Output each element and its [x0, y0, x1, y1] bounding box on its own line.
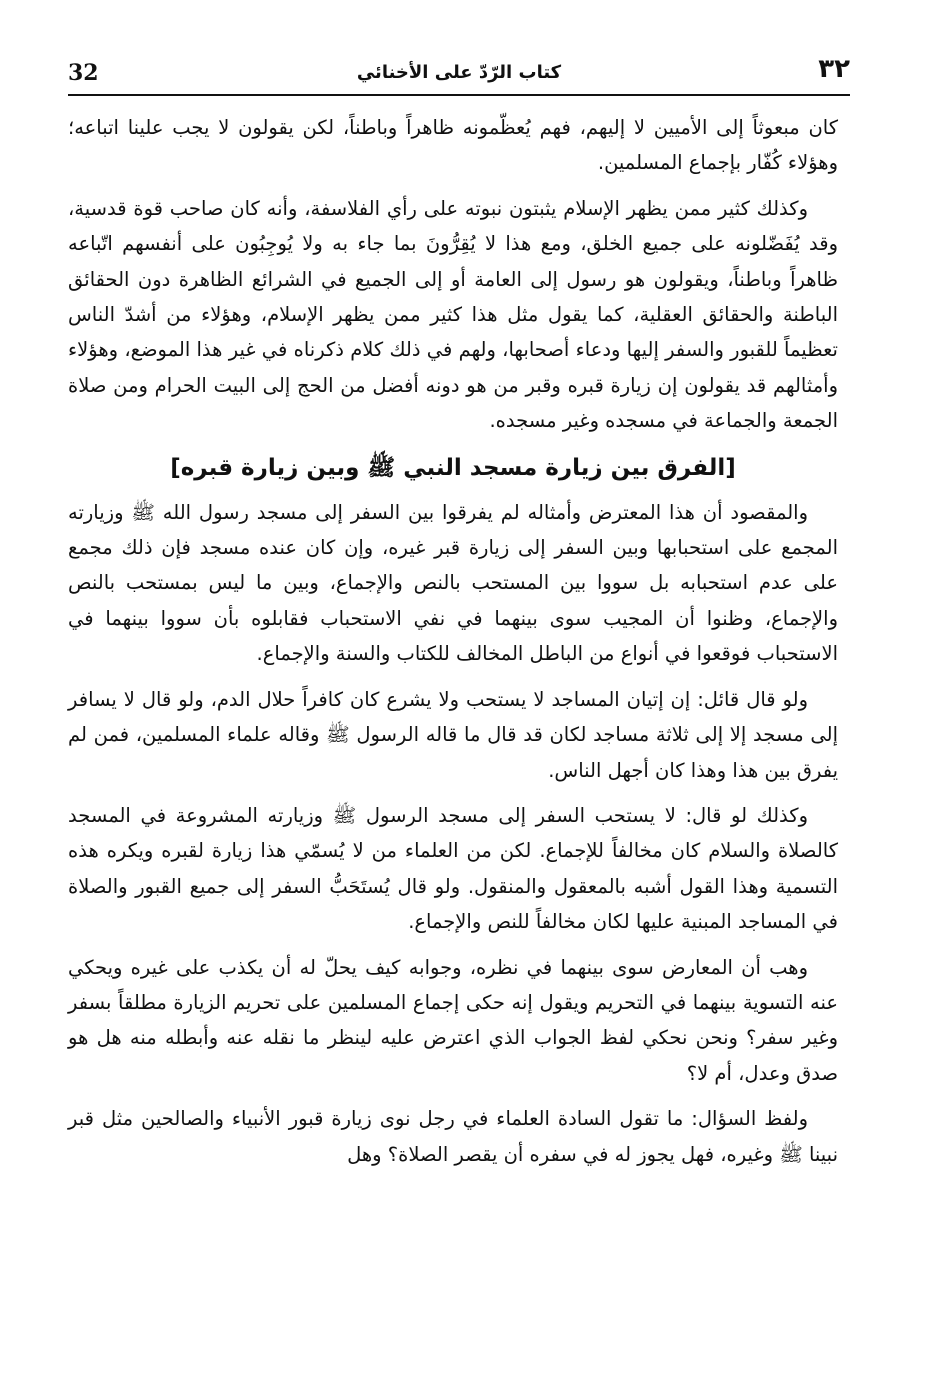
page-header: [68, 50, 850, 96]
page-body: [68, 110, 838, 1182]
header-divider: [68, 94, 850, 96]
paragraph-6: وهب أن المعارض سوى بينهما في نظره، وجوابه كيف يحلّ له أن يكذب على غيره ويحكي عنه التسوية بينهما في التحريم ويقول إنه حكى إجماع المسلمين على تحريم الزيارة مطلقاً بسفر وغير سفر؟ ونحن نحكي لفظ الجواب الذي اعترض عليه لينظر ما نقله عنه وأبطله منه هل هو صدق وعدل، أم لا؟: [68, 955, 838, 1085]
paragraph-2: وكذلك كثير ممن يظهر الإسلام يثبتون نبوته على رأي الفلاسفة، وأنه كان صاحب قوة قدسية، وقد يُفَضّلونه على جميع الخلق، ومع هذا لا يُقِرُّونَ بما جاء به ولا يُوجِبُون على أنفسهم اتّباعه ظاهراً وباطناً، ويقولون هو رسول إلى العامة أو إلى الجميع في الشرائع الظاهرة دون الحقائق الباطنة والحقائق العقلية، كما يقول مثل هذا كثير ممن يظهر الإسلام، وهؤلاء من أشدّ الناس تعظيماً للقبور والسفر إليها ودعاء أصحابها، ولهم في ذلك كلام ذكرناه في غير هذا الموضع، وهؤلاء وأمثالهم قد يقولون إن زيارة قبره وقبر من هو دونه أفضل من الحج إلى البيت الحرام ومن صلاة الجمعة والجماعة في مسجده وغير مسجده.: [68, 196, 838, 433]
running-title: كتاب الرّدّ على الأخنائي: [356, 62, 562, 83]
paragraph-7: ولفظ السؤال: ما تقول السادة العلماء في رجل نوى زيارة قبور الأنبياء والصالحين مثل قبر نبينا ﷺ وغيره، فهل يجوز له في سفره أن يقصر الصلاة؟ وهل: [68, 1107, 838, 1166]
paragraph-1: كان مبعوثاً إلى الأميين لا إليهم، فهم يُعظّمونه ظاهراً وباطناً، لكن يقولون لا يجب علينا اتباعه؛ وهؤلاء كُفّار بإجماع المسلمين.: [68, 116, 838, 175]
page-number-latin: 32: [68, 60, 99, 86]
paragraph-4: ولو قال قائل: إن إتيان المساجد لا يستحب ولا يشرع كان كافراً حلال الدم، ولو قال لا يسافر إلى مسجد إلا إلى ثلاثة مساجد لكان قد قال ما قاله الرسول ﷺ وقاله علماء المسلمين، فمن لم يفرق بين هذا وهذا كان أجهل الناس.: [68, 687, 838, 782]
page-number-arabic: ٣٢: [818, 54, 850, 84]
paragraph-5: وكذلك لو قال: لا يستحب السفر إلى مسجد الرسول ﷺ وزيارته المشروعة في المسجد كالصلاة والسلام كان مخالفاً للإجماع. لكن من العلماء من لا يُسمّي هذا زيارة لقبره ويكره هذه التسمية وهذا القول أشبه بالمعقول والمنقول. ولو قال يُستَحَبُّ السفر إلى جميع القبور والصلاة في المساجد المبنية عليها لكان مخالفاً للنص والإجماع.: [68, 803, 838, 934]
section-heading: [الفرق بين زيارة مسجد النبي ﷺ وبين زيارة قبره]: [170, 454, 736, 481]
paragraph-3: والمقصود أن هذا المعترض وأمثاله لم يفرقوا بين السفر إلى مسجد رسول الله ﷺ وزيارته المجمع على استحبابها وبين السفر إلى زيارة قبر غيره، وإن كان عنده مسجد فإن ذلك مجمع على عدم استحبابه بل سووا بين المستحب بالنص والإجماع، وبين ما ليس بمستحب بالنص والإجماع، وظنوا أن المجيب سوى بينهما في نفي الاستحباب فقابلوه بأن سووا بينهما في الاستحباب فوقعوا في أنواع من الباطل المخالف للكتاب والسنة والإجماع.: [68, 500, 838, 666]
